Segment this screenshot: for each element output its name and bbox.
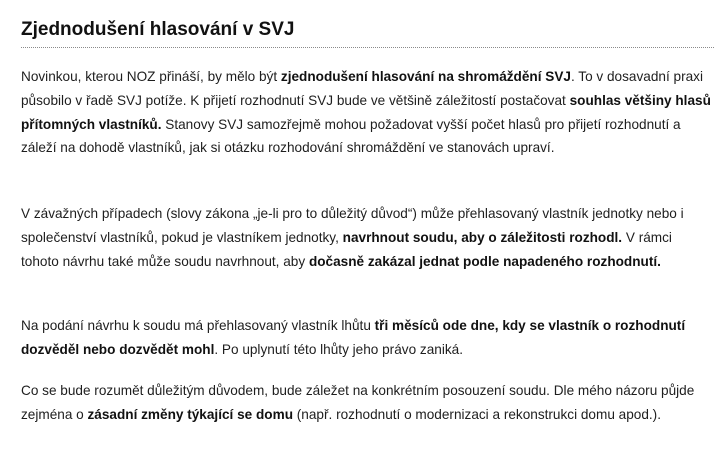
paragraph-1-emphasis: souhlas většiny hlasů přítomných vlastníků. <box>21 92 711 132</box>
paragraph-1-emphasis: zjednodušení hlasování na shromáždění SVJ <box>280 69 571 84</box>
paragraph-4-text: Co se bude rozumět důležitým důvodem, bude záležet na konkrétním posouzení soudu. Dle mého názoru půjde zejména o <box>21 383 695 422</box>
paragraph-1-text: . To v dosavadní praxi působilo v řadě SVJ potíže. K přijetí rozhodnutí SVJ bude ve většině záležitostí postačovat <box>21 69 703 108</box>
paragraph-1 <box>21 65 711 160</box>
article-title: Zjednodušení hlasování v SVJ <box>21 19 295 40</box>
title-divider <box>21 47 714 48</box>
paragraph-2-emphasis: navrhnout soudu, aby o záležitosti rozhodl. <box>342 229 623 245</box>
paragraph-2-text: V závažných případech (slovy zákona „je-li pro to důležitý důvod“) může přehlasovaný vlastník jednotky nebo i společenství vlastníků, pokud je vlastníkem jednotky, <box>21 206 684 245</box>
paragraph-2-emphasis: dočasně zakázal jednat podle napadeného rozhodnutí. <box>308 253 661 269</box>
paragraph-2 <box>21 202 711 273</box>
paragraph-2-text: V rámci tohoto návrhu také může soudu navrhnout, aby <box>21 229 672 269</box>
paragraph-4-emphasis: zásadní změny týkající se domu <box>87 406 293 422</box>
paragraph-3-text: Na podání návrhu k soudu má přehlasovaný vlastník lhůtu <box>21 318 375 333</box>
paragraph-3-emphasis: tři měsíců ode dne, kdy se vlastník o rozhodnutí dozvěděl nebo dozvědět mohl <box>21 318 686 357</box>
paragraph-3-text: . Po uplynutí této lhůty jeho právo zaniká. <box>214 341 463 357</box>
paragraph-4-text: (např. rozhodnutí o modernizaci a rekonstrukci domu apod.). <box>293 406 661 422</box>
paragraph-1-text: Novinkou, kterou NOZ přináší, by mělo být <box>21 69 281 84</box>
paragraph-1-text: Stanovy SVJ samozřejmě mohou požadovat vyšší počet hlasů pro přijetí rozhodnutí a záleží na dohodě vlastníků, jak si otázku rozhodování shromáždění ve stanovách upraví. <box>21 116 681 156</box>
paragraph-3 <box>21 314 711 362</box>
paragraph-4 <box>21 379 711 427</box>
